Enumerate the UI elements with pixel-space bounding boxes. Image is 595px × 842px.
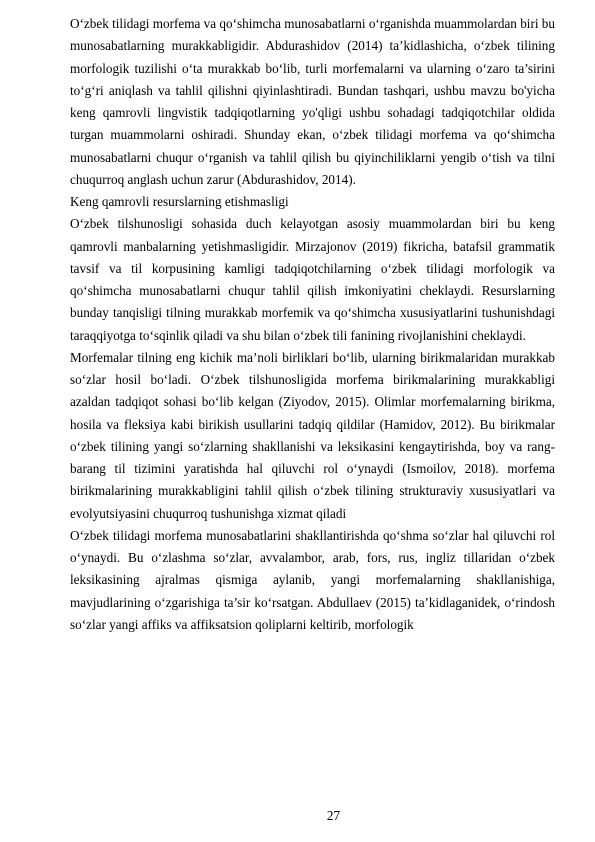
paragraph-compound-words: O‘zbek tilidagi morfema munosabatlarini shakllantirishda qo‘shma so‘zlar hal qiluvchi rol o‘ynaydi. Bu o‘zlashma so‘zlar, avvalambor, arab, fors, rus, ingliz tillaridan o‘zbek leksikasining ajralmas qismiga aylanib, yangi morfemalarning shakllanishiga, mavjudlarining o‘zgarishiga ta’sir ko‘rsatgan. Abdullaev (2015) ta’kidlaganidek, o‘rindosh so‘zlar yangi affiks va affiksatsion qoliplarni keltirib, morfologik <box>70 527 555 632</box>
paragraph-morpheme-combinations: Morfemalar tilning eng kichik ma’noli birliklari bo‘lib, ularning birikmalaridan murakkab so‘zlar hosil bo‘ladi. O‘zbek tilshunosligida morfema birikmalarining murakkabligi azaldan tadqiqot sohasi bo‘lib kelgan (Ziyodov, 2015). Olimlar morfemalarning birikma, hosila va fleksiya kabi birikish usullarini tadqiq qildilar (Hamidov, 2012). Bu birikmalar o‘zbek tilining yangi so‘zlarning shakllanishi va leksikasini kengaytirishda, boy va rang-barang til tizimini yaratishda hal qiluvchi rol o‘ynaydi (Ismoilov, 2018). morfema birikmalarining murakkabligini tahlil qilish o‘zbek tilining strukturaviy xususiyatlari va evolyutsiyasini chuqurroq tushunishga xizmat qiladi <box>70 349 555 521</box>
paragraph-resource-shortage: O‘zbek tilshunosligi sohasida duch kelayotgan asosiy muammolardan biri bu keng qamrovli manbalarning yetishmasligidir. Mirzajonov (2019) fikricha, batafsil grammatik tavsif va til korpusining kamligi tadqiqotchilarning o‘zbek tilidagi morfologik va qo‘shimcha munosabatlarni chuqur tahlil qilish imkoniyatini cheklaydi. Resurslarning bunday tanqisligi tilning murakkab morfemik va qo‘shimcha xususiyatlarini tushunishdagi taraqqiyotga to‘sqinlik qiladi va shu bilan o‘zbek tili fanining rivojlanishini cheklaydi. <box>70 216 555 343</box>
document-body <box>70 13 555 636</box>
section-heading-resources: Keng qamrovli resurslarning etishmasligi <box>70 194 289 209</box>
page-number: 27 <box>326 808 341 823</box>
paragraph-morpheme-complexity: O‘zbek tilidagi morfema va qo‘shimcha munosabatlarni o‘rganishda muammolardan biri bu munosabatlarning murakkabligidir. Abdurashidov (2014) ta’kidlashicha, o‘zbek tilining morfologik tuzilishi o‘ta murakkab bo‘lib, turli morfemalarni va ularning o‘zaro ta’sirini to‘g‘ri aniqlash va tahlil qilishni qiyinlashtiradi. Bundan tashqari, ushbu mavzu bo'yicha keng qamrovli lingvistik tadqiqotlarning yo'qligi ushbu sohadagi tadqiqotchilar oldida turgan muammolarni oshiradi. Shunday ekan, o‘zbek tilidagi morfema va qo‘shimcha munosabatlarni chuqur o‘rganish va tahlil qilish bu qiyinchiliklarni yengib o‘tish va tilni chuqurroq anglash uchun zarur (Abdurashidov, 2014). <box>70 16 555 187</box>
